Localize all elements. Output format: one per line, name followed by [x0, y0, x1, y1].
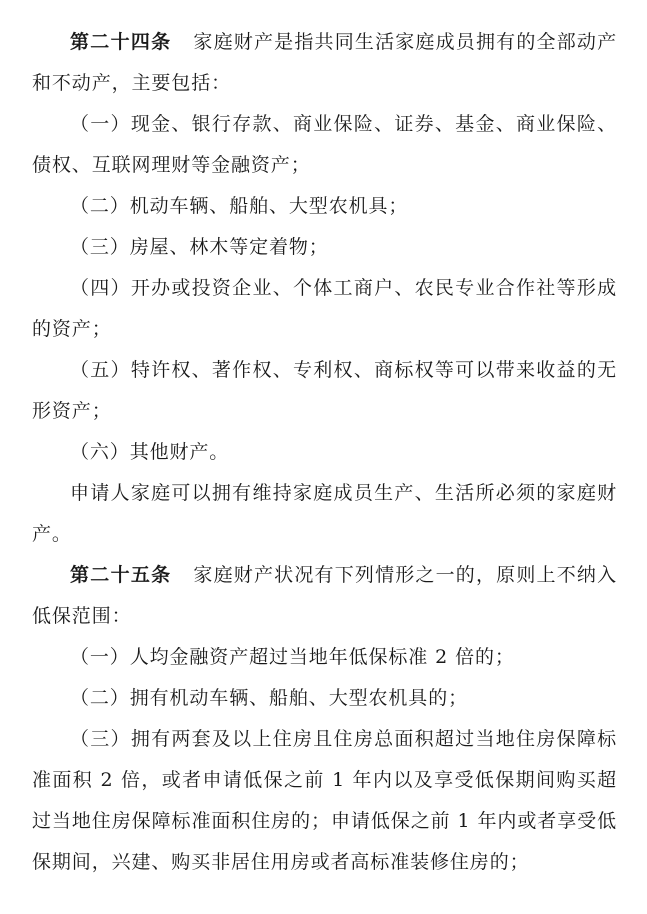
article-24-item-4: （四）开办或投资企业、个体工商户、农民专业合作社等形成的资产；: [32, 277, 617, 340]
article-25-number: 第二十五条: [70, 564, 172, 586]
article-24-item-5: （五）特许权、著作权、专利权、商标权等可以带来收益的无形资产；: [32, 359, 617, 422]
article-24-lead-text: 家庭财产是指共同生活家庭成员拥有的全部动产和不动产，主要包括：: [32, 31, 617, 94]
article-24-item-3: （三）房屋、林木等定着物；: [70, 236, 329, 258]
article-24-item-6: （六）其他财产。: [70, 441, 230, 463]
article-24-closing: 申请人家庭可以拥有维持家庭成员生产、生活所必须的家庭财产。: [32, 482, 617, 545]
article-24-item-1: （一）现金、银行存款、商业保险、证券、基金、商业保险、债权、互联网理财等金融资产；: [32, 113, 617, 176]
article-25-item-1: （一）人均金融资产超过当地年低保标准 2 倍的；: [70, 646, 515, 668]
article-24-item-2: （二）机动车辆、船舶、大型农机具；: [70, 195, 409, 217]
article-24-lead: [32, 22, 617, 104]
article-25-lead-text: 家庭财产状况有下列情形之一的，原则上不纳入低保范围：: [32, 564, 617, 627]
article-25-lead: [32, 555, 617, 637]
article-24-number: 第二十四条: [70, 31, 172, 53]
article-25-item-2: （二）拥有机动车辆、船舶、大型农机具的；: [70, 687, 469, 709]
article-25-item-3: （三）拥有两套及以上住房且住房总面积超过当地住房保障标准面积 2 倍，或者申请低保之前 1 年内以及享受低保期间购买超过当地住房保障标准面积住房的；申请低保之前 1 年内或者享受低保期间，兴建、购买非居住用房或者高标准装修住房的；: [32, 728, 617, 873]
